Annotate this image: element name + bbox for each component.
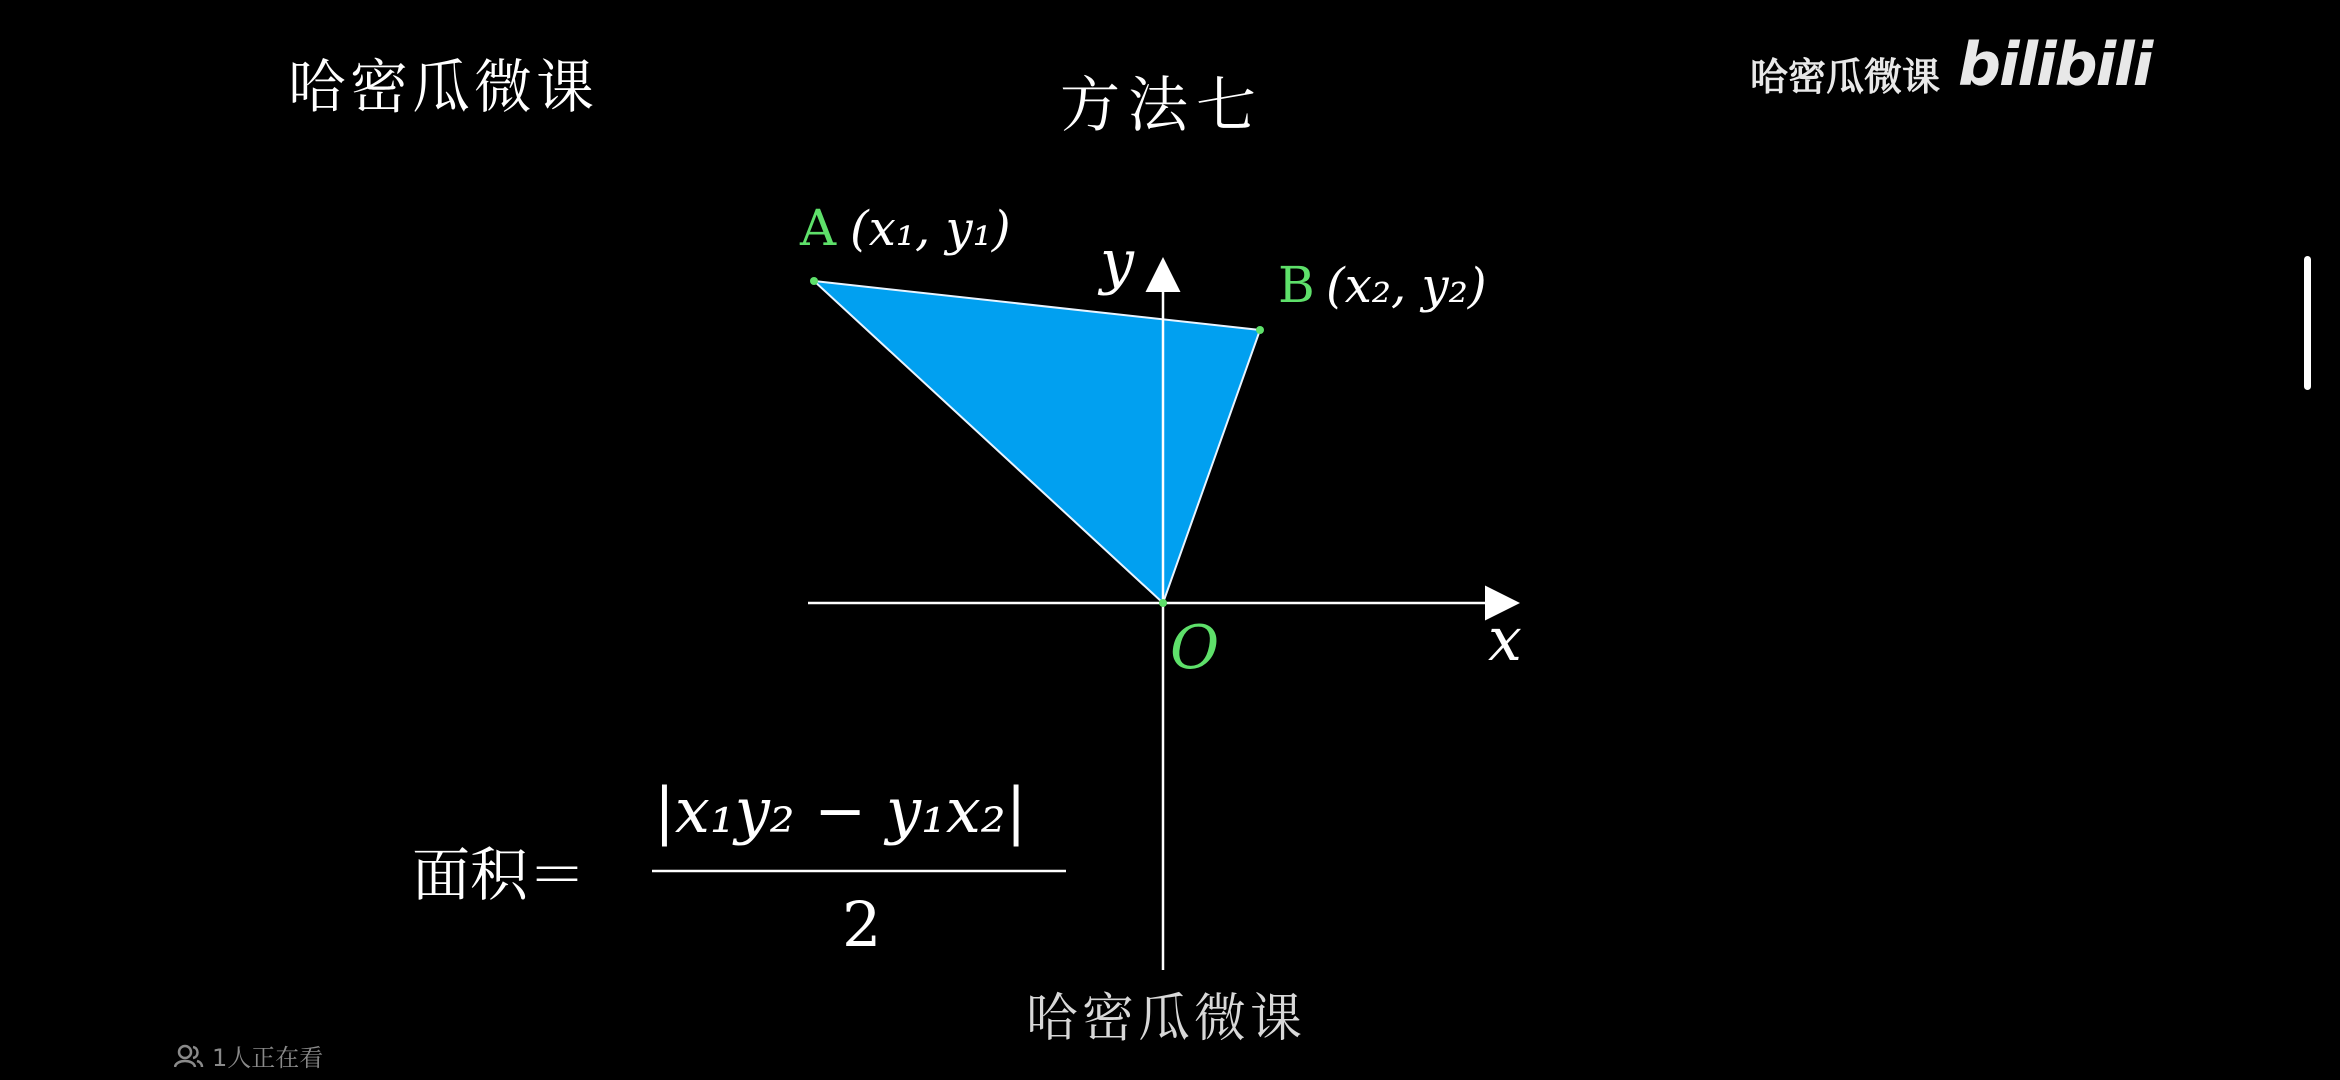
point-o [1159, 599, 1167, 607]
triangle-aob [814, 281, 1260, 603]
bilibili-logo: bilibili [1958, 30, 2152, 100]
brand-watermark-bottom: 哈密瓜微课 [1026, 989, 1307, 1049]
viewer-count [174, 1038, 323, 1073]
formula-lhs: 面积＝ [412, 841, 587, 909]
people-icon [174, 1044, 204, 1068]
viewer-count-text: 1人正在看 [212, 1044, 324, 1072]
page-title: 方法七 [1060, 71, 1264, 141]
point-b-name: B [1278, 256, 1315, 314]
brand-watermark-right: 哈密瓜微课 [1750, 55, 1941, 99]
point-b [1256, 326, 1264, 334]
point-a [810, 277, 818, 285]
x-axis-label: x [1488, 605, 1522, 675]
point-a-name: A [800, 199, 837, 257]
brand-watermark-left: 哈密瓜微课 [288, 53, 599, 121]
formula-denominator: 2 [842, 888, 882, 961]
point-b-coords: (x₂, y₂) [1326, 258, 1487, 314]
formula-numerator: |x₁y₂ − y₁x₂| [654, 774, 1027, 847]
y-axis-label: y [1100, 227, 1134, 297]
point-a-coords: (x₁, y₁) [850, 201, 1011, 257]
origin-label: O [1170, 613, 1220, 683]
